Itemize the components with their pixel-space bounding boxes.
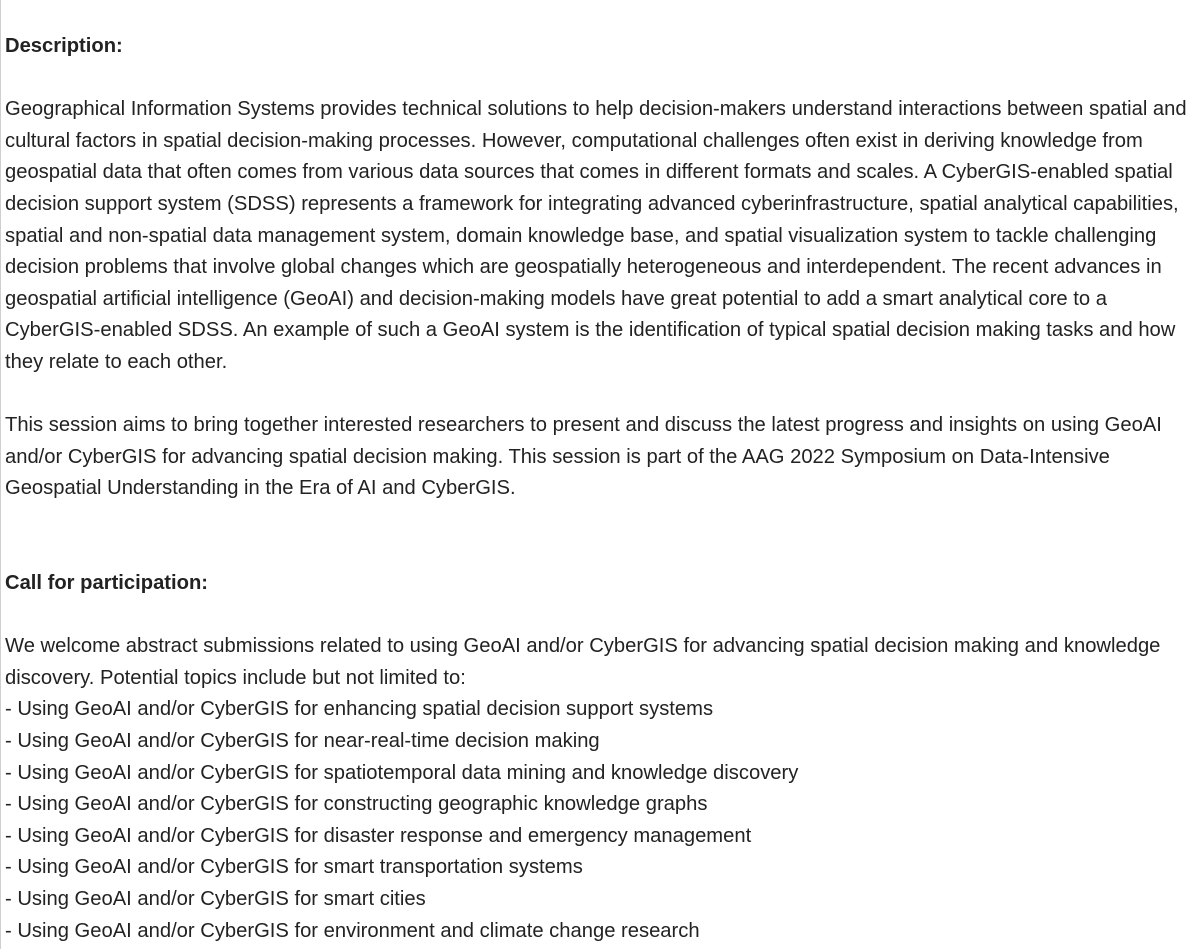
list-item: - Using GeoAI and/or CyberGIS for near-real-time decision making bbox=[5, 730, 600, 753]
description-paragraph-2: This session aims to bring together interested researchers to present and discuss the latest progress and insights on using GeoAI and/or CyberGIS for advancing spatial decision making. This session is part of the AAG 2022 Symposium on Data-Intensive Geospatial Understanding in the Era of AI and CyberGIS. bbox=[5, 414, 1162, 500]
description-heading: Description: bbox=[5, 35, 123, 57]
list-item: - Using GeoAI and/or CyberGIS for spatiotemporal data mining and knowledge discovery bbox=[5, 761, 799, 784]
list-item: - Using GeoAI and/or CyberGIS for smart transportation systems bbox=[5, 856, 583, 879]
list-item: - Using GeoAI and/or CyberGIS for constructing geographic knowledge graphs bbox=[5, 793, 708, 816]
list-item: - Using GeoAI and/or CyberGIS for disaster response and emergency management bbox=[5, 824, 752, 847]
list-item: - Using GeoAI and/or CyberGIS for smart cities bbox=[5, 888, 426, 911]
spacer bbox=[5, 600, 1198, 632]
spacer bbox=[5, 379, 1198, 411]
call-for-participation-heading: Call for participation: bbox=[5, 572, 209, 595]
description-paragraph-1: Geographical Information Systems provides technical solutions to help decision-makers understand interactions between spatial and cultural factors in spatial decision-making processes. However, computational challenges often exist in deriving knowledge from geospatial data that often comes from various data sources that comes in different formats and scales. A CyberGIS-enabled spatial decision support system (SDSS) represents a framework for integrating advanced cyberinfrastructure, spatial analytical capabilities, spatial and non-spatial data management system, domain knowledge base, and spatial visualization system to tackle challenging decision problems that involve global changes which are geospatially heterogeneous and interdependent. The recent advances in geospatial artificial intelligence (GeoAI) and decision-making models have great potential to add a smart analytical core to a CyberGIS-enabled SDSS. An example of such a GeoAI system is the identification of typical spatial decision making tasks and how they relate to each other. bbox=[5, 98, 1187, 373]
list-item: - Using GeoAI and/or CyberGIS for enhancing spatial decision support systems bbox=[5, 698, 714, 721]
topic-list bbox=[5, 694, 1198, 947]
spacer bbox=[5, 505, 1198, 568]
call-intro-paragraph: We welcome abstract submissions related to using GeoAI and/or CyberGIS for advancing spatial decision making and knowledge discovery. Potential topics include but not limited to: bbox=[5, 635, 1161, 689]
list-item: - Using GeoAI and/or CyberGIS for environment and climate change research bbox=[5, 919, 700, 942]
spacer bbox=[5, 63, 1198, 95]
